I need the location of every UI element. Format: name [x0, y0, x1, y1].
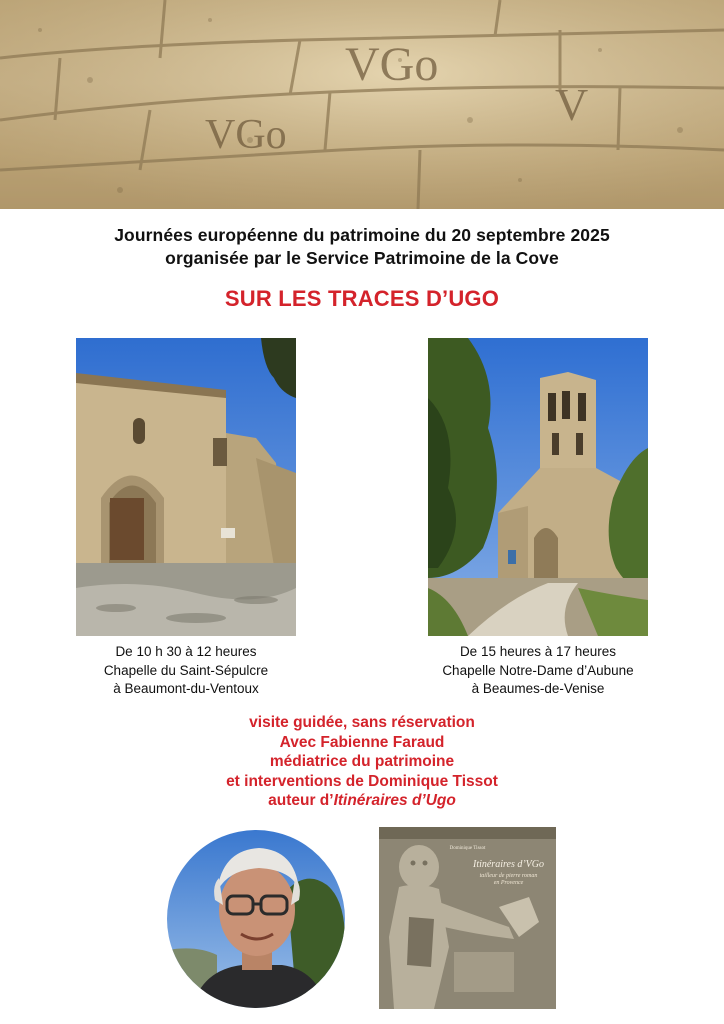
details-line-5 [0, 791, 724, 811]
book-author: Dominique Tissot [449, 846, 486, 851]
carving-vgo-lower: VGo [205, 112, 287, 158]
book-subtitle [461, 873, 556, 887]
right-visit-town: à Beaumes-de-Venise [471, 681, 605, 696]
carving-vgo-upper: VGo [345, 38, 439, 91]
left-visit-place: Chapelle du Saint-Sépulcre [103, 662, 269, 678]
left-visit-time: De 10 h 30 à 12 heures [115, 644, 257, 659]
event-header-line-2: organisée par le Service Patrimoine de la Cove [165, 248, 559, 268]
chapel-notre-dame-aubune-photo [428, 338, 648, 636]
book-subtitle-2: en Provence [493, 880, 524, 886]
left-visit-caption [61, 643, 311, 699]
details-line-3: médiatrice du patrimoine [269, 753, 455, 771]
book-subtitle-1: tailleur de pierre roman [479, 873, 538, 879]
details-line-4: et interventions de Dominique Tissot [226, 772, 498, 790]
right-visit-place: Chapelle Notre-Dame d’Aubune [442, 662, 634, 678]
author-portrait-photo [167, 830, 345, 1008]
details-line-5-prefix: auteur d’ [268, 792, 334, 810]
book-title-italic: Itinéraires d’Ugo [333, 792, 456, 810]
event-header-line-1: Journées européenne du patrimoine du 20 septembre 2025 [114, 225, 610, 245]
book-cover-image [379, 827, 556, 1009]
left-visit-town: à Beaumont-du-Ventoux [113, 681, 259, 696]
page-title: SUR LES TRACES D’UGO [224, 286, 500, 311]
right-visit-caption [413, 643, 663, 699]
banner-stone-wall [0, 0, 724, 209]
visit-details [0, 713, 724, 811]
details-line-2: Avec Fabienne Faraud [279, 733, 445, 751]
chapel-saint-sepulcre-photo [76, 338, 296, 636]
carving-v-right: V [555, 79, 589, 130]
right-visit-time: De 15 heures à 17 heures [459, 644, 617, 659]
book-title: Itinéraires d’VGo [472, 859, 544, 870]
details-line-1: visite guidée, sans réservation [249, 714, 475, 731]
